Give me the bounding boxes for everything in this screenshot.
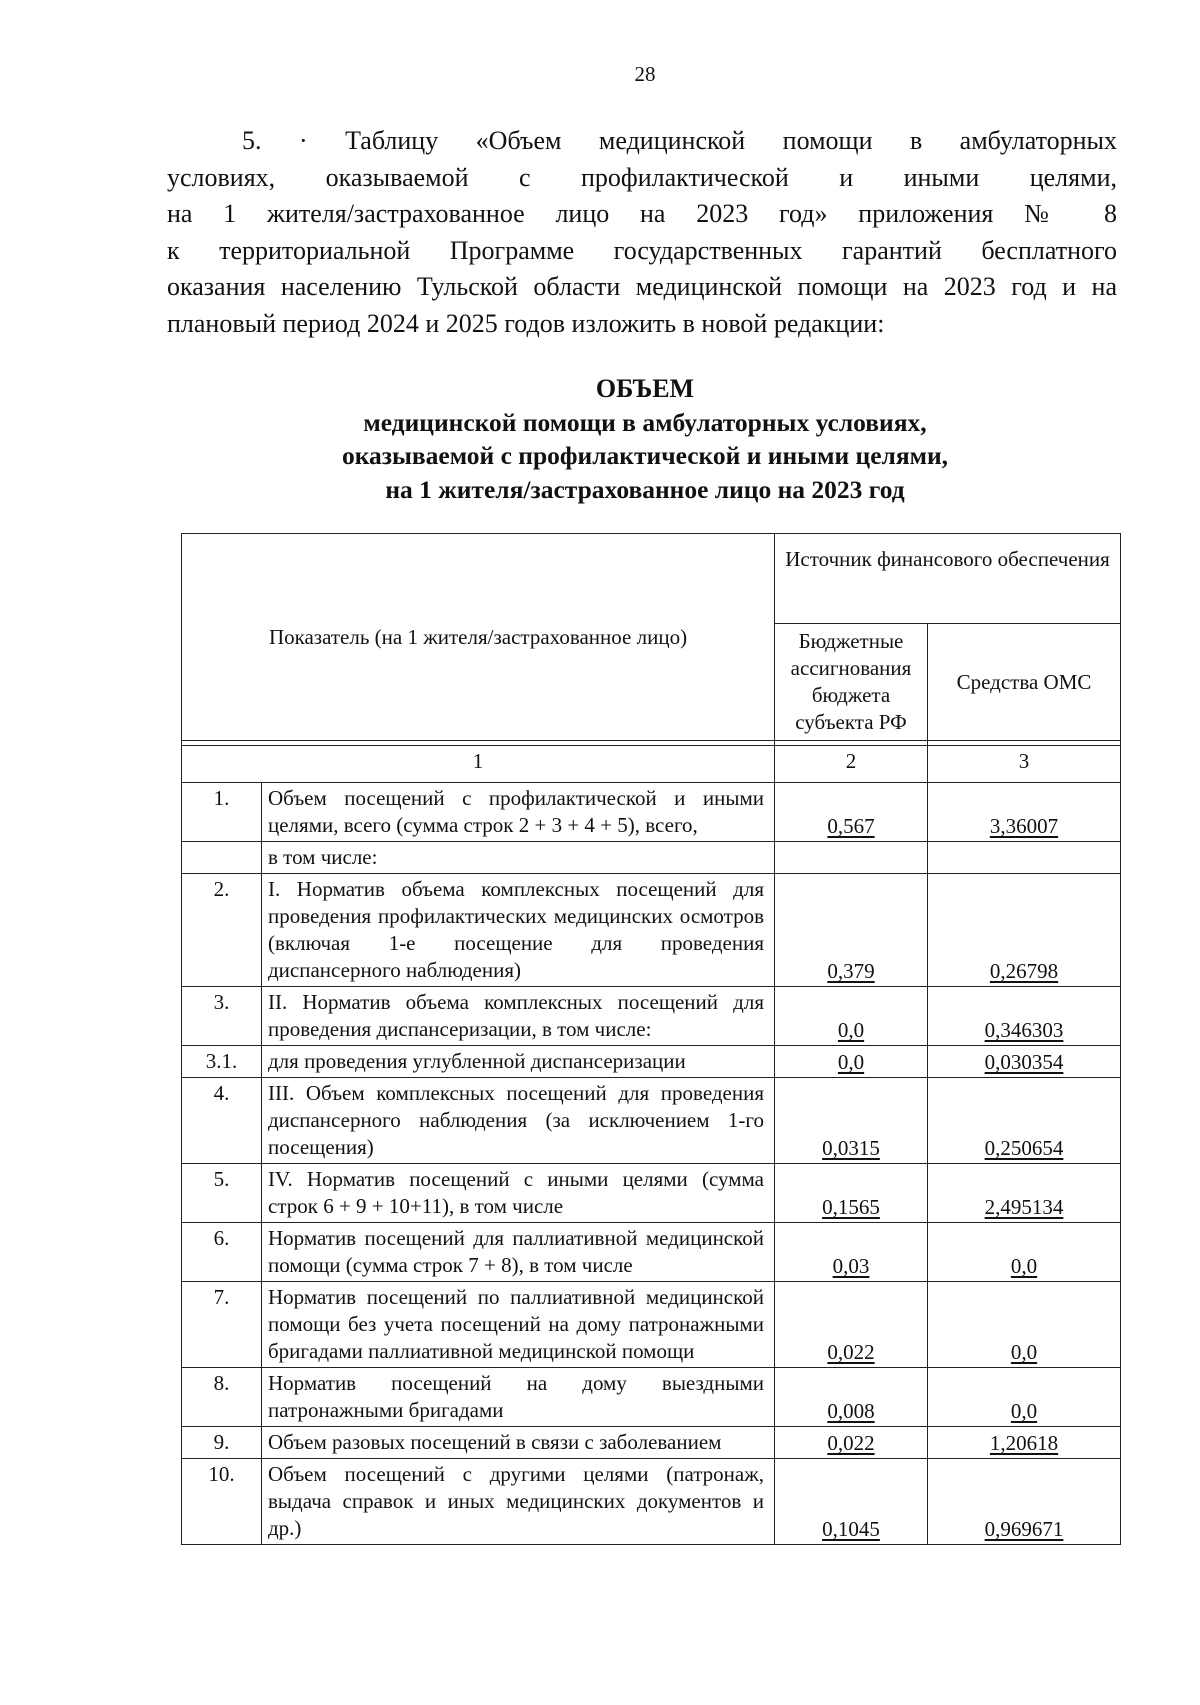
budget-value: 0,0 [837,1050,865,1074]
oms-value: 0,969671 [984,1517,1064,1541]
oms-value-cell [928,1459,1121,1545]
column-number: 3 [928,746,1121,783]
budget-value: 0,022 [827,1431,875,1455]
budget-value: 0,379 [827,959,875,983]
budget-value-cell [775,1459,928,1545]
row-indicator-text: IV. Норматив посещений с иными целями (сумма строк 6 + 9 + 10+11), в том числе [262,1164,775,1223]
intro-line: плановый период 2024 и 2025 годов изложить в новой редакции: [167,308,885,338]
oms-value: 0,0 [1010,1254,1038,1278]
budget-value-cell [775,1368,928,1427]
row-indicator-text: Объем посещений с другими целями (патронаж, выдача справок и иных медицинских документов и др.) [262,1459,775,1545]
row-indicator-text: Норматив посещений для паллиативной медицинской помощи (сумма строк 7 + 8), в том числе [262,1223,775,1282]
budget-value: 0,0 [837,1018,865,1042]
intro-line: на 1 жителя/застрахованное лицо на 2023 год» приложения № 8 [167,199,1117,228]
budget-value: 0,03 [832,1254,870,1278]
header-budget: Бюджетные ассигнования бюджета субъекта РФ [775,624,928,741]
document-title [240,372,1050,506]
budget-value-cell [775,842,928,874]
table-row [182,874,1121,987]
oms-value: 0,346303 [984,1018,1064,1042]
oms-value: 3,36007 [989,814,1059,838]
budget-value: 0,567 [827,814,875,838]
row-number: 4. [182,1078,262,1164]
row-number [182,842,262,874]
row-number: 6. [182,1223,262,1282]
intro-paragraph [167,123,1117,342]
oms-value-cell [928,842,1121,874]
intro-line: оказания населению Тульской области медицинской помощи на 2023 год и на [167,272,1117,301]
column-number: 1 [182,746,775,783]
header-oms: Средства ОМС [928,624,1121,741]
table-row [182,1078,1121,1164]
row-number: 7. [182,1282,262,1368]
title-line: медицинской помощи в амбулаторных условиях, [363,407,927,437]
oms-value-cell [928,1368,1121,1427]
oms-value: 0,26798 [989,959,1059,983]
table-row [182,1046,1121,1078]
oms-value: 1,20618 [989,1431,1059,1455]
row-number: 10. [182,1459,262,1545]
oms-value-cell [928,987,1121,1046]
budget-value: 0,0315 [822,1136,880,1160]
oms-value: 0,0 [1010,1399,1038,1423]
budget-value: 0,008 [827,1399,875,1423]
row-number: 9. [182,1427,262,1459]
budget-value-cell [775,1427,928,1459]
volume-table [181,533,1120,1545]
oms-value-cell [928,1427,1121,1459]
title-main: ОБЪЕМ [595,374,695,403]
budget-value: 0,022 [827,1340,875,1364]
budget-value-cell [775,1164,928,1223]
row-indicator-text: I. Норматив объема комплексных посещений для проведения профилактических медицинских осмотров (включая 1-е посещение для проведения диспансерного наблюдения) [262,874,775,987]
table-row [182,987,1121,1046]
budget-value-cell [775,1046,928,1078]
header-source: Источник финансового обеспечения [775,534,1121,624]
row-number: 2. [182,874,262,987]
header-indicator: Показатель (на 1 жителя/застрахованное лицо) [182,534,775,741]
row-number: 5. [182,1164,262,1223]
budget-value-cell [775,1078,928,1164]
table-row [182,1164,1121,1223]
row-indicator-text: в том числе: [262,842,775,874]
oms-value-cell [928,1223,1121,1282]
budget-value-cell [775,874,928,987]
oms-value: 0,250654 [984,1136,1064,1160]
oms-value: 2,495134 [984,1195,1064,1219]
oms-value-cell [928,783,1121,842]
table-row [182,1459,1121,1545]
row-indicator-text: III. Объем комплексных посещений для проведения диспансерного наблюдения (за исключением 1-го посещения) [262,1078,775,1164]
row-indicator-text: Норматив посещений на дому выездными патронажными бригадами [262,1368,775,1427]
row-indicator-text: II. Норматив объема комплексных посещений для проведения диспансеризации, в том числе: [262,987,775,1046]
column-number-row [182,746,1121,783]
budget-value-cell [775,1282,928,1368]
title-line: на 1 жителя/застрахованное лицо на 2023 год [385,474,905,504]
budget-value: 0,1045 [822,1517,880,1541]
row-indicator-text: Норматив посещений по паллиативной медицинской помощи без учета посещений на дому патронажными бригадами паллиативной медицинской помощи [262,1282,775,1368]
oms-value-cell [928,1282,1121,1368]
budget-value: 0,1565 [822,1195,880,1219]
oms-value: 0,0 [1010,1340,1038,1364]
budget-value-cell [775,783,928,842]
title-line: оказываемой с профилактической и иными целями, [341,441,949,470]
column-number: 2 [775,746,928,783]
row-indicator-text: Объем разовых посещений в связи с заболеванием [262,1427,775,1459]
table-row [182,783,1121,842]
table-row [182,1368,1121,1427]
budget-value-cell [775,1223,928,1282]
oms-value-cell [928,1164,1121,1223]
oms-value-cell [928,1078,1121,1164]
intro-line: условиях, оказываемой с профилактической и иными целями, [167,162,1117,192]
budget-value-cell [775,987,928,1046]
oms-value-cell [928,874,1121,987]
intro-line: к территориальной Программе государственных гарантий бесплатного [167,235,1117,265]
intro-line: 5. · Таблицу «Объем медицинской помощи в амбулаторных [242,126,1117,155]
row-number: 3.1. [182,1046,262,1078]
oms-value: 0,030354 [984,1050,1064,1074]
table-row [182,842,1121,874]
row-indicator-text: Объем посещений с профилактической и иными целями, всего (сумма строк 2 + 3 + 4 + 5), всего, [262,783,775,842]
page-number: 28 [634,62,656,86]
row-indicator-text: для проведения углубленной диспансеризации [262,1046,775,1078]
row-number: 8. [182,1368,262,1427]
table-row [182,1223,1121,1282]
row-number: 1. [182,783,262,842]
oms-value-cell [928,1046,1121,1078]
row-number: 3. [182,987,262,1046]
table-row [182,1282,1121,1368]
table-row [182,1427,1121,1459]
